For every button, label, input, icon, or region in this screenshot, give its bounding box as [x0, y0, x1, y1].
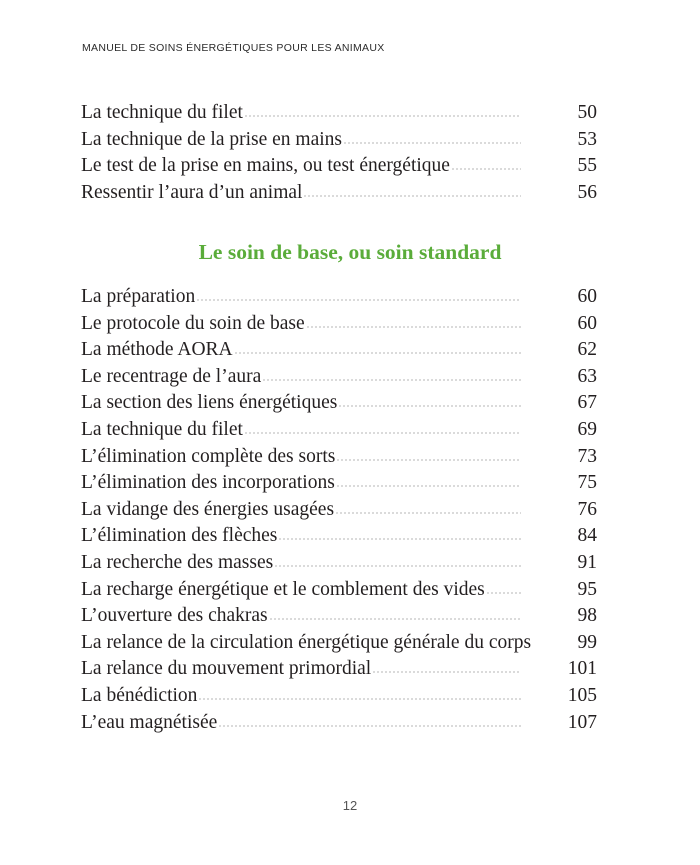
toc-entry[interactable] [81, 127, 597, 154]
toc-entry-page: 107 [567, 711, 597, 733]
dot-leader [306, 326, 521, 328]
toc-entry-page: 62 [577, 339, 597, 361]
toc-entry-title: La recharge énergétique et le comblement des vides [81, 578, 485, 600]
dot-leader [336, 485, 521, 487]
toc-entry-page: 67 [577, 392, 597, 414]
dot-leader [336, 459, 521, 461]
dot-leader [269, 618, 521, 620]
toc-entry[interactable] [81, 630, 597, 657]
dot-leader [335, 512, 521, 514]
dot-leader [343, 142, 521, 144]
dot-leader [486, 592, 521, 594]
dot-leader [278, 538, 521, 540]
toc-entry[interactable] [81, 417, 597, 444]
toc-entry[interactable] [81, 470, 597, 497]
section-heading: Le soin de base, ou soin standard [198, 240, 502, 264]
toc-entry-page: 95 [577, 578, 597, 600]
toc-entry-title: La technique du filet [81, 418, 243, 440]
toc-entry-page: 56 [577, 181, 597, 203]
toc-entry[interactable] [81, 683, 597, 710]
toc-entry-page: 55 [577, 155, 597, 177]
toc-entry-page: 50 [577, 102, 597, 123]
dot-leader [303, 195, 521, 197]
toc-entry-page: 105 [567, 684, 597, 706]
toc-entry[interactable] [81, 603, 597, 630]
toc-entry-page: 76 [577, 498, 597, 520]
toc-entry-title: L’élimination des flèches [81, 525, 278, 547]
toc-entry-title: La relance du mouvement primordial [81, 658, 372, 680]
toc-entry[interactable] [81, 364, 597, 391]
section-toc-list [81, 284, 597, 736]
toc-entry[interactable] [81, 390, 597, 417]
toc-entry-page: 60 [577, 286, 597, 307]
toc-entry-title: La préparation [81, 286, 196, 307]
toc-continued-list [81, 100, 597, 206]
toc-entry-title: La méthode AORA [81, 339, 233, 361]
dot-leader [451, 168, 521, 170]
toc-entry-title: L’élimination des incorporations [81, 472, 335, 494]
toc-entry[interactable] [81, 497, 597, 524]
toc-entry[interactable] [81, 656, 597, 683]
dot-leader [196, 299, 521, 301]
toc-entry-title: La recherche des masses [81, 551, 274, 573]
dot-leader [198, 698, 521, 700]
toc-entry-title: La technique du filet [81, 102, 243, 123]
toc-entry-title: La technique de la prise en mains [81, 128, 342, 150]
toc-entry-title: La relance de la circulation énergétique générale du corps [81, 631, 532, 653]
dot-leader [262, 379, 521, 381]
toc-entry[interactable] [81, 311, 597, 338]
toc-entry-page: 69 [577, 418, 597, 440]
toc-entry-page: 73 [577, 445, 597, 467]
toc-entry-page: 53 [577, 128, 597, 150]
toc-entry-title: La bénédiction [81, 684, 198, 706]
dot-leader [218, 725, 521, 727]
toc-entry-page: 84 [577, 525, 597, 547]
toc-entry-title: Le protocole du soin de base [81, 312, 305, 334]
page-number: 12 [342, 798, 358, 813]
toc-entry[interactable] [81, 337, 597, 364]
toc-entry-title: L’eau magnétisée [81, 711, 218, 733]
toc-entry-page: 99 [577, 631, 597, 653]
dot-leader [244, 432, 521, 434]
toc-entry-page: 101 [567, 658, 597, 680]
toc-entry-title: L’élimination complète des sorts [81, 445, 336, 467]
dot-leader [274, 565, 521, 567]
dot-leader [338, 405, 521, 407]
toc-entry-title: La section des liens énergétiques [81, 392, 338, 414]
toc-entry-title: La vidange des énergies usagées [81, 498, 335, 520]
toc-entry[interactable] [81, 523, 597, 550]
toc-entry-title: L’ouverture des chakras [81, 605, 268, 627]
toc-entry[interactable] [81, 180, 597, 207]
toc-entry[interactable] [81, 710, 597, 737]
toc-entry[interactable] [81, 444, 597, 471]
toc-entry[interactable] [81, 577, 597, 604]
toc-entry-title: Le test de la prise en mains, ou test énergétique [81, 155, 450, 177]
dot-leader [244, 115, 521, 117]
toc-entry-page: 91 [577, 551, 597, 573]
toc-entry-title: Ressentir l’aura d’un animal [81, 181, 303, 203]
dot-leader [372, 671, 521, 673]
toc-entry-page: 98 [577, 605, 597, 627]
toc-entry[interactable] [81, 153, 597, 180]
dot-leader [234, 352, 521, 354]
toc-entry[interactable] [81, 100, 597, 127]
running-head: MANUEL DE SOINS ÉNERGÉTIQUES POUR LES ANIMAUX [82, 42, 385, 54]
toc-entry[interactable] [81, 550, 597, 577]
toc-entry-page: 75 [577, 472, 597, 494]
toc-entry-title: Le recentrage de l’aura [81, 365, 262, 387]
toc-entry[interactable] [81, 284, 597, 311]
toc-entry-page: 63 [577, 365, 597, 387]
toc-entry-page: 60 [577, 312, 597, 334]
